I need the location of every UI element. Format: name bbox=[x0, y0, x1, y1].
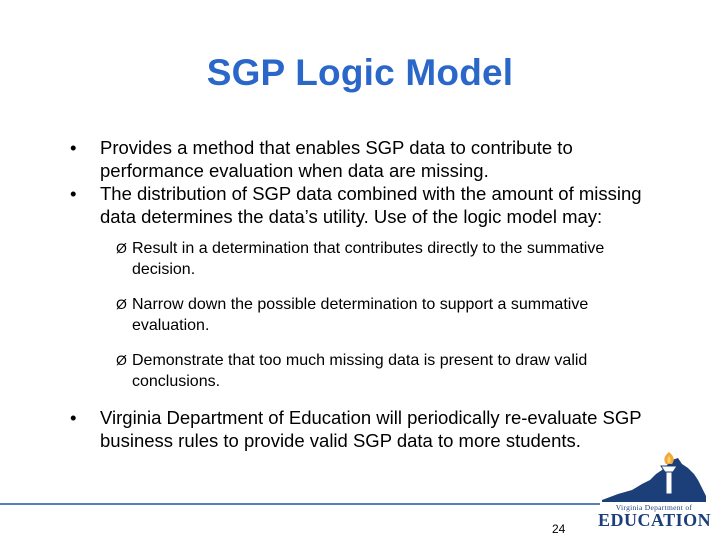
sub-bullet-text: Demonstrate that too much missing data is present to draw valid conclusions. bbox=[132, 352, 588, 390]
sub-bullet-item bbox=[116, 294, 660, 336]
bullet-text: The distribution of SGP data combined with the amount of missing data determines the data’s utility. Use of the logic model may: bbox=[100, 183, 642, 227]
bullet-marker: • bbox=[70, 137, 77, 158]
vdoe-logo bbox=[598, 450, 710, 532]
arrow-bullet-icon: Ø bbox=[116, 352, 127, 368]
bullet-text: Provides a method that enables SGP data to contribute to performance evaluation when data are missing. bbox=[100, 137, 573, 181]
logo-line2: EDUCATION bbox=[598, 510, 712, 530]
bullet-text: Virginia Department of Education will periodically re-evaluate SGP business rules to provide valid SGP data to more students. bbox=[100, 407, 642, 451]
bullet-item bbox=[70, 406, 660, 452]
bullet-item bbox=[70, 182, 660, 228]
footer-divider bbox=[0, 503, 600, 505]
page-number: 24 bbox=[552, 522, 566, 536]
sub-bullet-item bbox=[116, 350, 660, 392]
logo-line1: Virginia Department of bbox=[615, 503, 693, 512]
virginia-state-torch-icon bbox=[598, 450, 710, 505]
bullet-list bbox=[70, 136, 660, 452]
slide-title: SGP Logic Model bbox=[206, 52, 514, 93]
bullet-item bbox=[70, 136, 660, 182]
sub-bullet-text: Result in a determination that contributes directly to the summative decision. bbox=[132, 240, 605, 278]
sub-bullet-text: Narrow down the possible determination to support a summative evaluation. bbox=[132, 296, 589, 334]
arrow-bullet-icon: Ø bbox=[116, 240, 127, 256]
arrow-bullet-icon: Ø bbox=[116, 296, 127, 312]
bullet-marker: • bbox=[70, 183, 77, 204]
sub-bullet-list bbox=[70, 238, 660, 392]
sub-bullet-item bbox=[116, 238, 660, 280]
bullet-marker: • bbox=[70, 407, 77, 428]
